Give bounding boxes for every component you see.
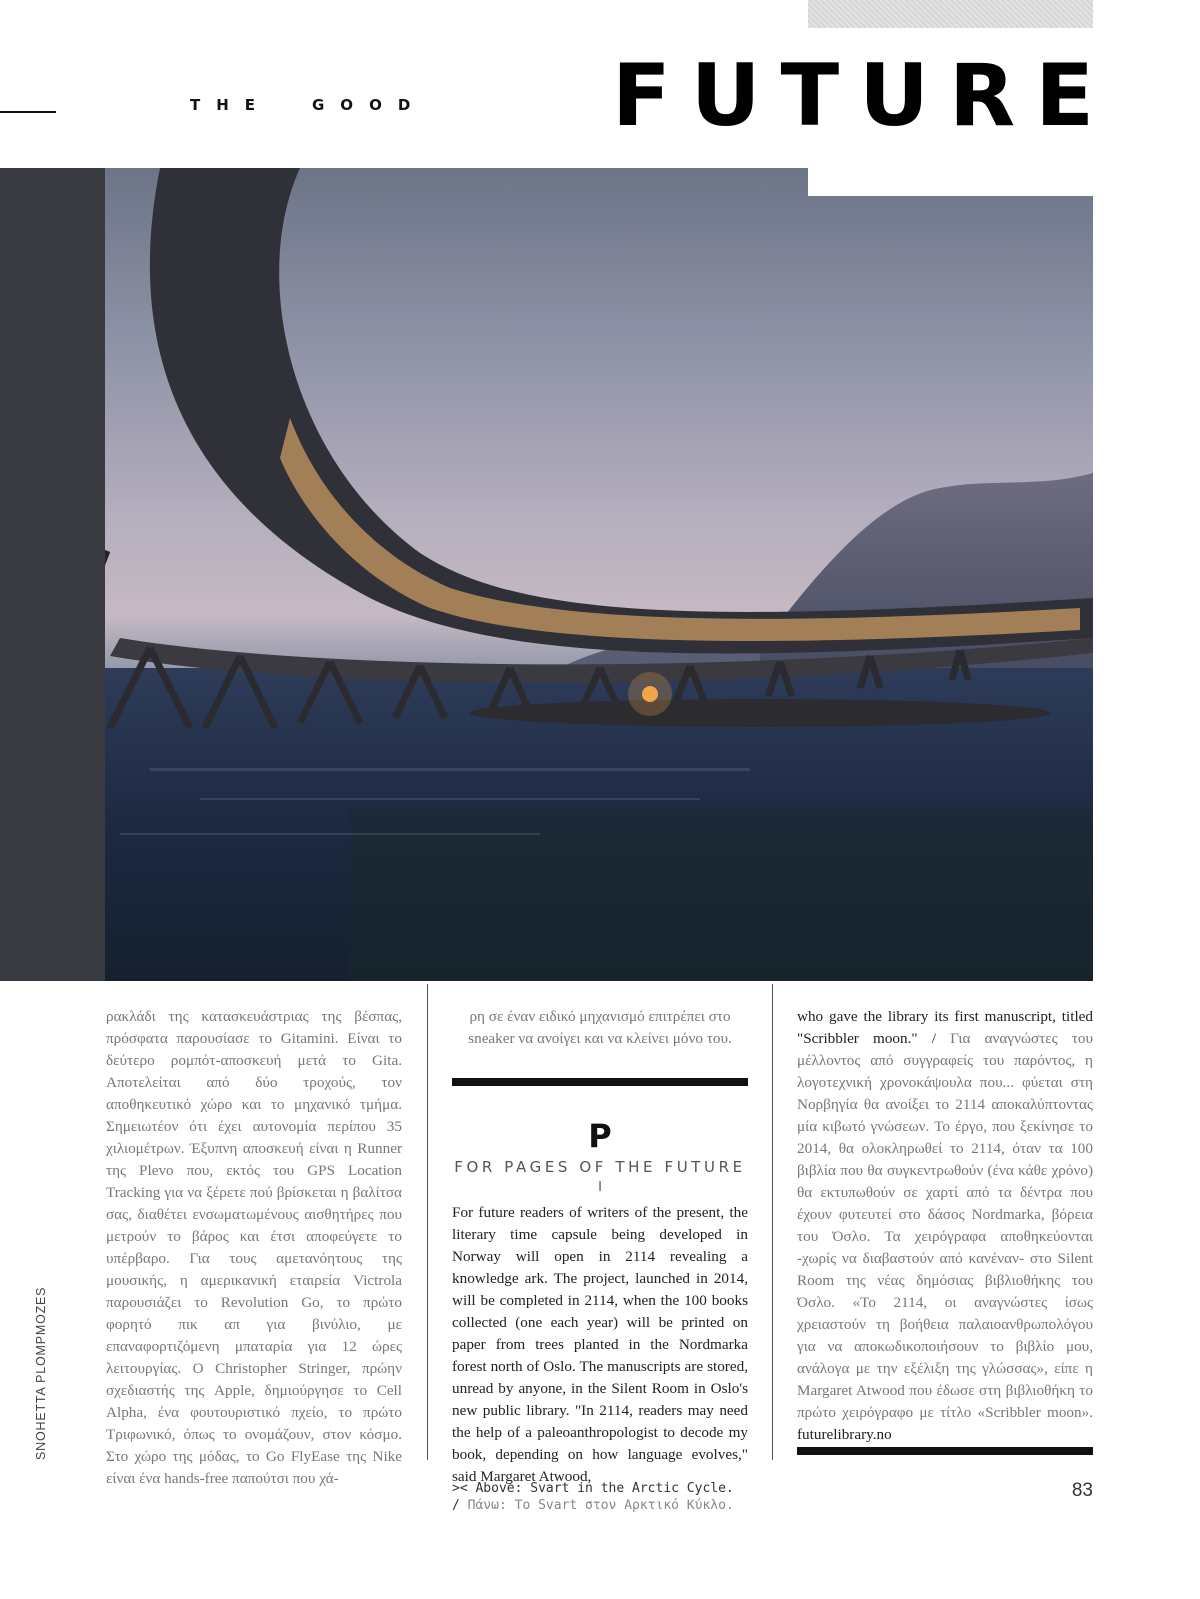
title-letter: E [1035, 46, 1094, 146]
floating-platform [470, 699, 1050, 727]
article-column-2-body: For future readers of writers of the present, the literary time capsule being developed in Norway will open in 2114 revealing a knowledge ark. The project, launched in 2014, will be completed in 2114, when the 100 books collected (one each year) will be printed on paper from trees planted in the Nordmarka forest north of Oslo. The manuscripts are stored, unread by anyone, in the Silent Room in Oslo's new public library. "In 2114, readers may need the help of a paleoanthropologist to decode my book, depending on how language evolves," said Margaret Atwood, [452, 1204, 748, 1485]
hero-photo [0, 168, 1093, 981]
title-letter: T [780, 46, 840, 146]
column-3-end-bar [797, 1447, 1093, 1455]
article-column-2-intro: ρη σε έναν ειδικό μηχανισμό επιτρέπει στο sneaker να ανοίγει και να κλείνει μόνο του. [468, 1008, 732, 1047]
article-column-1: ρακλάδι της κατασκευάστριας της βέσπας, πρόσφατα παρουσίασε το Gitamini. Είναι το δεύτερο ρομπότ-αποσκευή μετά το Gita. Αποτελείται από δύο τροχούς, τον αποθηκευτικό χώρο και το μηχανικό τμήμα. Σημειωτέον ότι έχει αυτονομία περίπου 35 χιλιομέτρων. Έξυπνη αποσκευή είναι η Runner της Plevo που, εκτός του GPS Location Tracking για να ξέρετε πού βρίσκεται η βαλίτσα σας, διαθέτει ενσωματωμένους αισθητήρες που μετρούν το βάρος και έτσι αποφεύγετε το υπέρβαρο. Για τους αμετανόητους της μουσικής, η αμερικανική εταιρεία Victrola παρουσιάζει το Revolution Go, το πρώτο φορητό πικ απ για βινύλιο, με επαναφορτιζόμενη μπαταρία για 12 ώρες λειτουργίας. Ο Christopher Stringer, πρώην σχεδιαστής της Apple, δημιούργησε το Cell Alpha, ένα φουτουριστικό πχείο, το πρώτο Τριφωνικό, όπως το ονομάζουν, στον κόσμο. Στο χώρο της μόδας, το Go FlyEase της Nike είναι ένα hands-free παπούτσι που χά- [106, 1008, 402, 1487]
kicker-good: GOOD [312, 96, 427, 114]
greek-text: Για αναγνώστες του μέλλοντος από συγγραφείς του παρόντος, η λογοτεχνική χρονοκάψουλα που... φύεται στη Νορβηγία θα ανοίξει το 2114 αποκαλύπτοντας μία κιβωτό γνώσεων. Το έργο, που ξεκίνησε το 2014, θα ολοκληρωθεί το 2114, όταν τα 100 βιβλία που θα συγκεντρωθούν (ένα κάθε χρόνο) θα εκτυπωθούν σε χαρτί από τα δέντρα που έχουν φυτευτεί στο δάσος Nordmarka, βόρεια του Όσλο. Τα χειρόγραφα αποθηκεύονται -χωρίς να διαβαστούν από κανέναν- στο Silent Room της νέας δημόσιας βιβλιοθήκης του Όσλο. «Το 2114, οι αναγνώστες ίσως χρειαστούν τη βοήθεια παλαιοανθρωπολόγου για να αποκωδικοποιήσουν το βιβλίο μου, ανάλογα με την εξέλιξη της γλώσσας», είπε η Margaret Atwood που έδωσε στη βιβλιοθήκη το πρώτο χειρόγραφο με τίτλο «Scribbler moon». [797, 1030, 1094, 1421]
photo-caption [452, 1480, 748, 1514]
title-letter: F [612, 46, 671, 146]
section-mark: I [598, 1180, 602, 1195]
svart-hotel-illustration [0, 168, 1093, 981]
header-rule [0, 111, 56, 113]
section-initial: P [588, 1117, 612, 1155]
english-text: who gave the library its first manuscript, titled "Scribbler moon." / [797, 1008, 1093, 1047]
caption-greek: Πάνω: Το Svart στον Αρκτικό Κύκλο. [459, 1498, 734, 1513]
page-number: 83 [1071, 1480, 1093, 1501]
photo-credit: SNOHETTA PLOMPMOZES [34, 1286, 48, 1460]
hero-notch [808, 168, 1093, 196]
column-divider [427, 984, 428, 1460]
title-letter: R [948, 46, 1016, 146]
header-texture-bar [808, 0, 1093, 28]
campfire-glow [628, 672, 672, 716]
future-title [612, 46, 1094, 146]
section-bar [452, 1078, 748, 1086]
caption-english: Above: Svart in the Arctic Cycle. / [452, 1481, 734, 1513]
title-letter: U [859, 46, 930, 146]
section-title: FOR PAGES OF THE FUTURE [454, 1158, 746, 1176]
kicker-the: THE [190, 96, 272, 114]
caption-prefix: >< [452, 1481, 468, 1496]
title-letter: U [690, 46, 761, 146]
column-divider [772, 984, 773, 1460]
hero-left-band [0, 168, 105, 981]
article-column-3 [797, 1006, 1093, 1446]
website-link[interactable]: futurelibrary.no [797, 1426, 892, 1443]
